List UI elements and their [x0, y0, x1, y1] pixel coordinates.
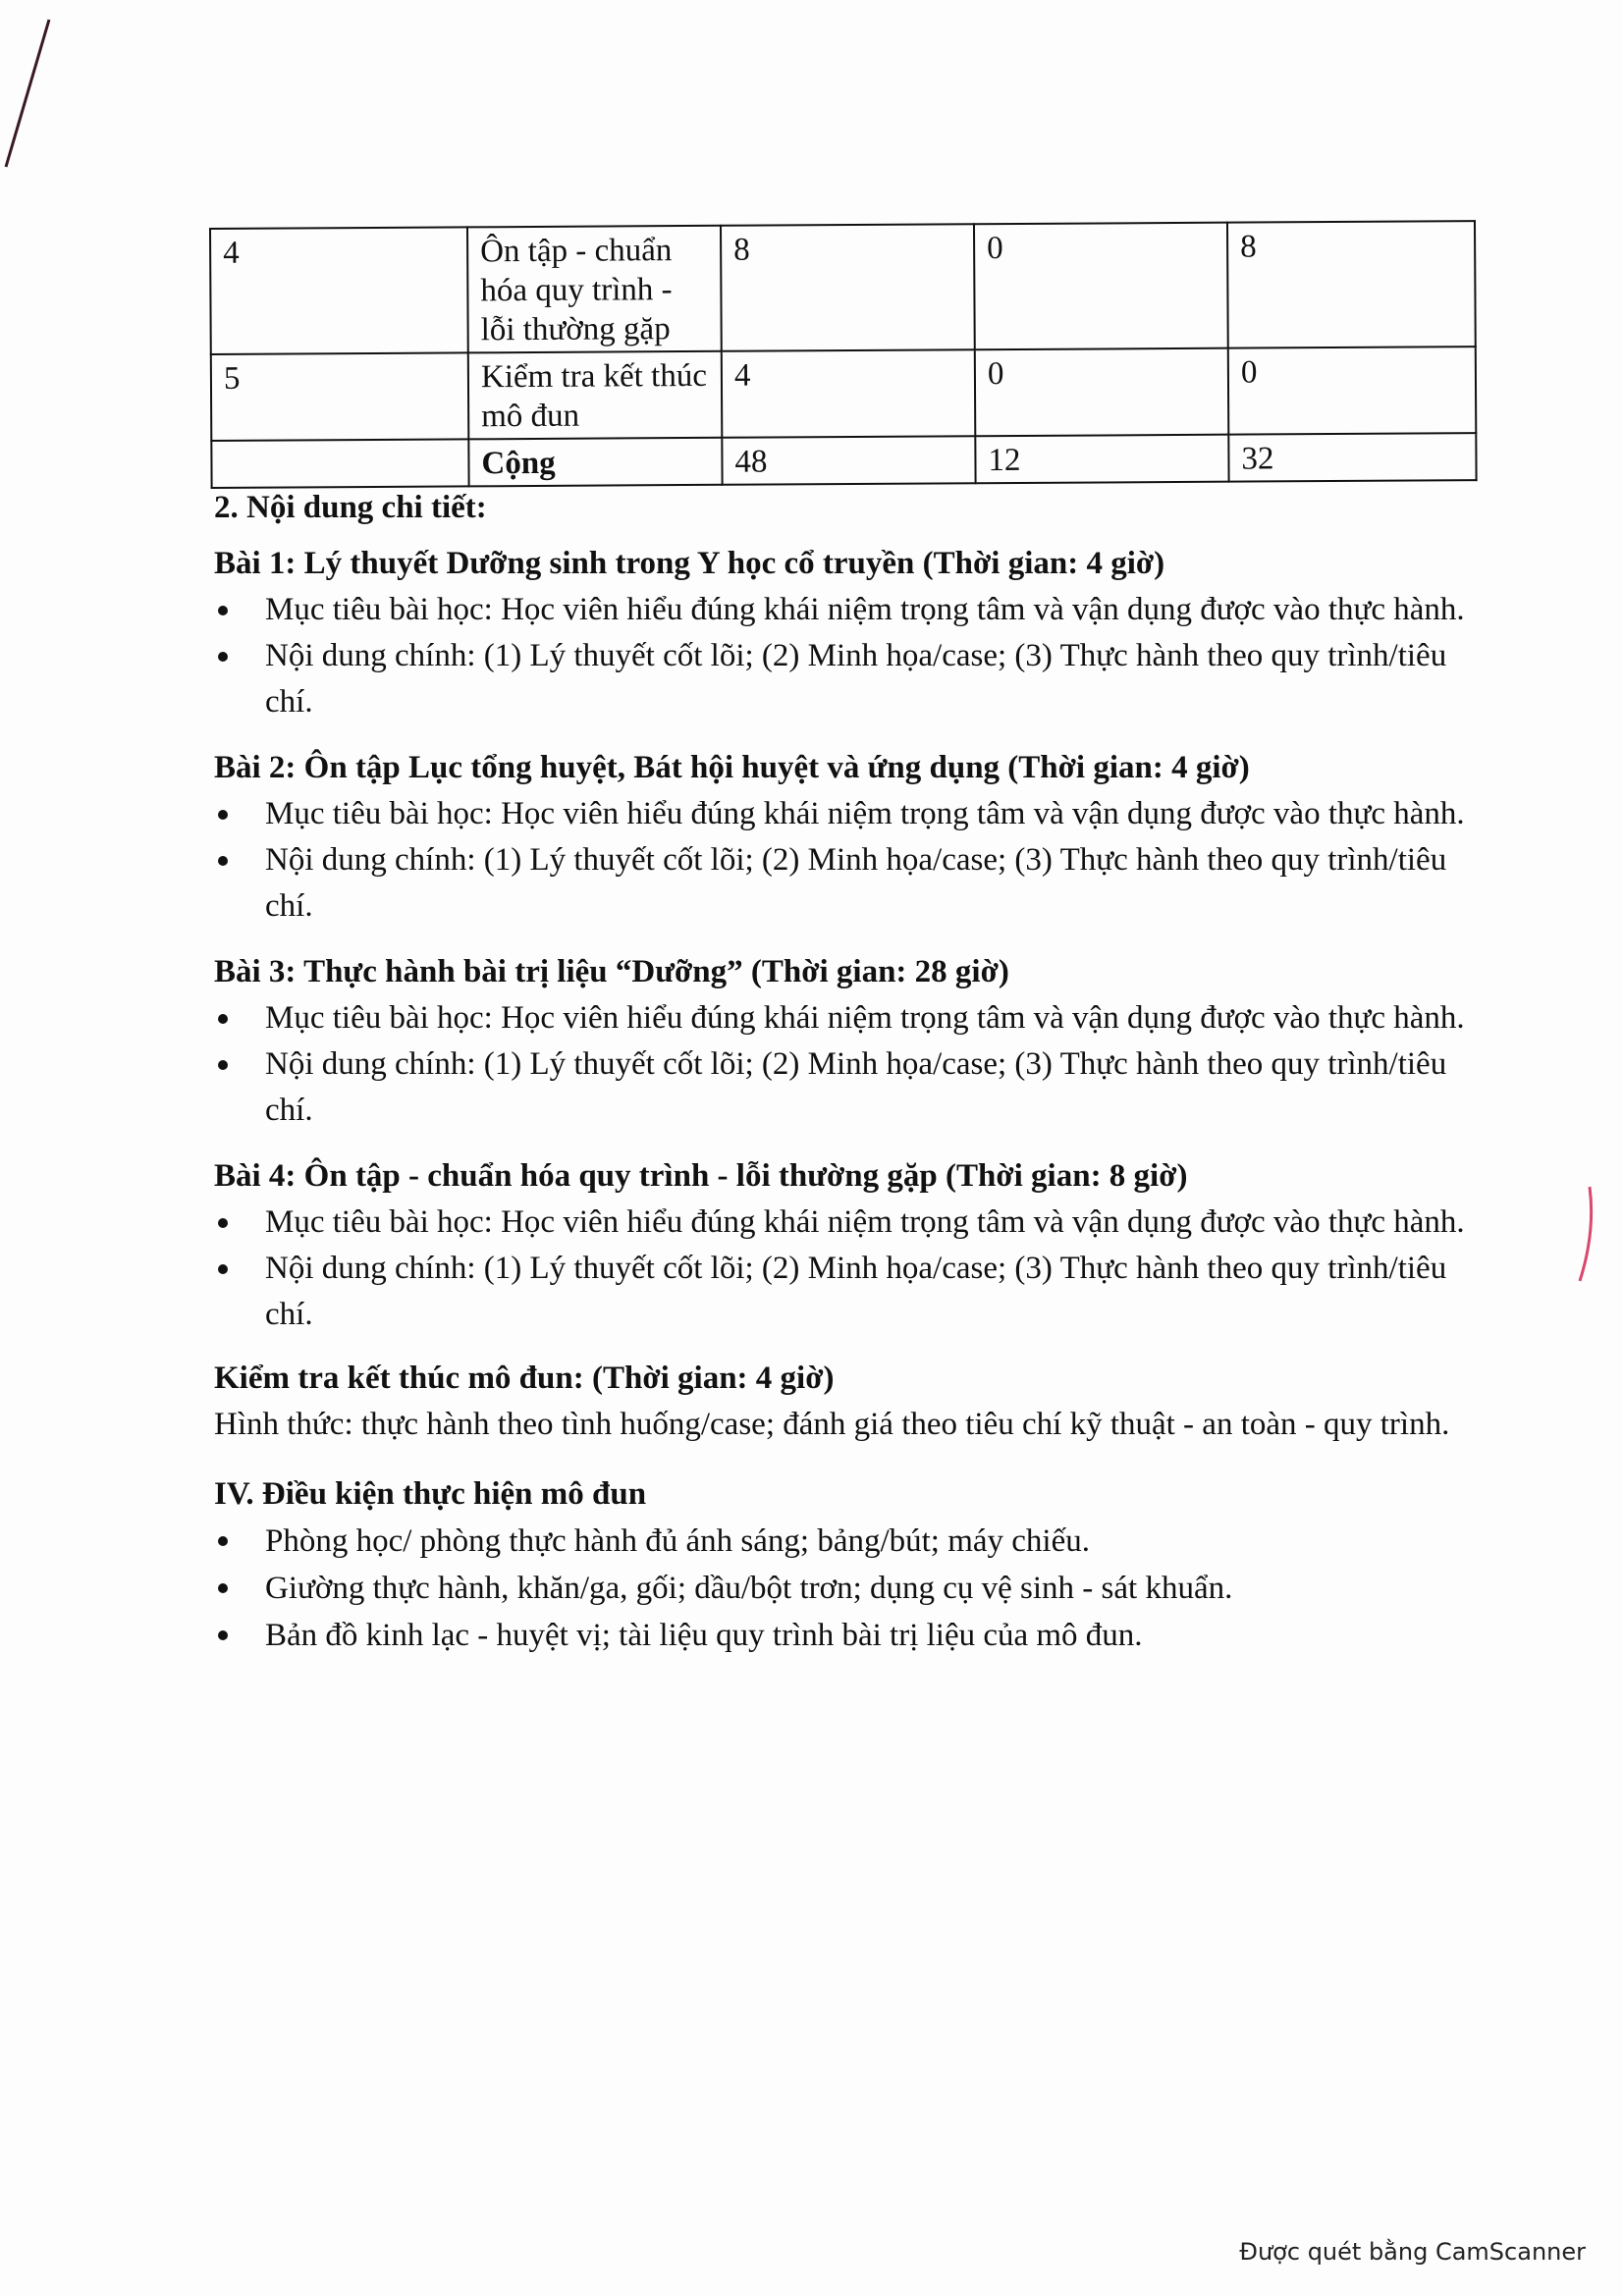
- bullet-icon: [218, 1583, 228, 1593]
- list-item: [214, 1518, 1490, 1565]
- document-body: [214, 485, 1490, 1659]
- lesson-objective: Mục tiêu bài học: Học viên hiểu đúng khái niệm trọng tâm và vận dụng được vào thực hành.: [265, 1000, 1465, 1036]
- list-item: [214, 1565, 1490, 1612]
- bullet-icon: [218, 1014, 228, 1024]
- bullet-icon: [218, 1060, 228, 1070]
- lesson-content: Nội dung chính: (1) Lý thuyết cốt lõi; (2) Minh họa/case; (3) Thực hành theo quy trình/tiêu chí.: [265, 842, 1447, 924]
- lesson-content: Nội dung chính: (1) Lý thuyết cốt lõi; (2) Minh họa/case; (3) Thực hành theo quy trình/tiêu chí.: [265, 1046, 1447, 1128]
- condition-text: Giường thực hành, khăn/ga, gối; dầu/bột trơn; dụng cụ vệ sinh - sát khuẩn.: [265, 1571, 1233, 1606]
- lesson-objective: Mục tiêu bài học: Học viên hiểu đúng khái niệm trọng tâm và vận dụng được vào thực hành.: [265, 796, 1465, 831]
- conditions-section: [214, 1471, 1490, 1659]
- lesson-objective: Mục tiêu bài học: Học viên hiểu đúng khái niệm trọng tâm và vận dụng được vào thực hành.: [265, 1204, 1465, 1240]
- lesson-block: [214, 541, 1490, 725]
- hours-summary-table: [209, 220, 1478, 489]
- lesson-title: Bài 1: Lý thuyết Dưỡng sinh trong Y học cổ truyền (Thời gian: 4 giờ): [214, 546, 1165, 581]
- list-item: [214, 1200, 1490, 1246]
- bullet-icon: [218, 856, 228, 866]
- bullet-icon: [218, 606, 228, 615]
- list-item: [214, 1041, 1490, 1134]
- cell-practice: 8: [1227, 221, 1476, 348]
- red-pen-mark: [1576, 1183, 1599, 1291]
- bullet-icon: [218, 1264, 228, 1274]
- cell-no: 4: [210, 227, 468, 354]
- list-item: [214, 995, 1490, 1041]
- cell-name: Ôn tập - chuẩn hóa quy trình - lỗi thường gặp: [467, 226, 722, 353]
- list-item: [214, 1246, 1490, 1338]
- cell-theory: 0: [974, 223, 1228, 350]
- cell-total-label: Cộng: [468, 438, 722, 487]
- lesson-block: [214, 949, 1490, 1134]
- exam-title: Kiểm tra kết thúc mô đun: (Thời gian: 4 giờ): [214, 1361, 835, 1396]
- list-item: [214, 633, 1490, 725]
- section-heading: 2. Nội dung chi tiết:: [214, 490, 487, 525]
- lesson-title: Bài 4: Ôn tập - chuẩn hóa quy trình - lỗi thường gặp (Thời gian: 8 giờ): [214, 1158, 1188, 1194]
- cell-total: 4: [722, 349, 976, 438]
- page-edge-mark: [0, 0, 59, 196]
- cell-practice: 32: [1228, 433, 1476, 482]
- lesson-title: Bài 2: Ôn tập Lục tổng huyệt, Bát hội huyệt và ứng dụng (Thời gian: 4 giờ): [214, 750, 1250, 785]
- table-total-row: [211, 433, 1476, 488]
- bullet-icon: [218, 810, 228, 820]
- lesson-content: Nội dung chính: (1) Lý thuyết cốt lõi; (2) Minh họa/case; (3) Thực hành theo quy trình/tiêu chí.: [265, 638, 1447, 720]
- bullet-icon: [218, 1218, 228, 1228]
- condition-text: Phòng học/ phòng thực hành đủ ánh sáng; bảng/bút; máy chiếu.: [265, 1523, 1091, 1559]
- table-row: [211, 347, 1477, 441]
- exam-description: Hình thức: thực hành theo tình huống/case; đánh giá theo tiêu chí kỹ thuật - an toàn - quy trình.: [214, 1407, 1450, 1442]
- list-item: [214, 1612, 1490, 1659]
- section-heading: IV. Điều kiện thực hiện mô đun: [214, 1476, 647, 1512]
- lesson-objective: Mục tiêu bài học: Học viên hiểu đúng khái niệm trọng tâm và vận dụng được vào thực hành.: [265, 592, 1465, 627]
- cell-theory: 0: [975, 348, 1229, 437]
- final-exam-block: [214, 1356, 1490, 1448]
- cell-theory: 12: [975, 435, 1228, 484]
- cell-no: [211, 439, 468, 488]
- condition-text: Bản đồ kinh lạc - huyệt vị; tài liệu quy trình bài trị liệu của mô đun.: [265, 1618, 1143, 1653]
- lesson-block: [214, 745, 1490, 930]
- bullet-icon: [218, 1536, 228, 1546]
- list-item: [214, 837, 1490, 930]
- cell-practice: 0: [1228, 347, 1477, 435]
- lesson-block: [214, 1153, 1490, 1338]
- cell-name: Kiểm tra kết thúc mô đun: [468, 351, 723, 440]
- cell-total: 48: [722, 436, 975, 485]
- cell-total: 8: [721, 224, 975, 351]
- bullet-icon: [218, 652, 228, 662]
- scanner-watermark: Được quét bằng CamScanner: [1239, 2238, 1586, 2266]
- list-item: [214, 791, 1490, 837]
- bullet-icon: [218, 1630, 228, 1640]
- lesson-content: Nội dung chính: (1) Lý thuyết cốt lõi; (2) Minh họa/case; (3) Thực hành theo quy trình/tiêu chí.: [265, 1251, 1447, 1332]
- table-row: [210, 221, 1476, 354]
- cell-no: 5: [211, 352, 469, 441]
- list-item: [214, 587, 1490, 633]
- lesson-title: Bài 3: Thực hành bài trị liệu “Dưỡng” (Thời gian: 28 giờ): [214, 954, 1009, 989]
